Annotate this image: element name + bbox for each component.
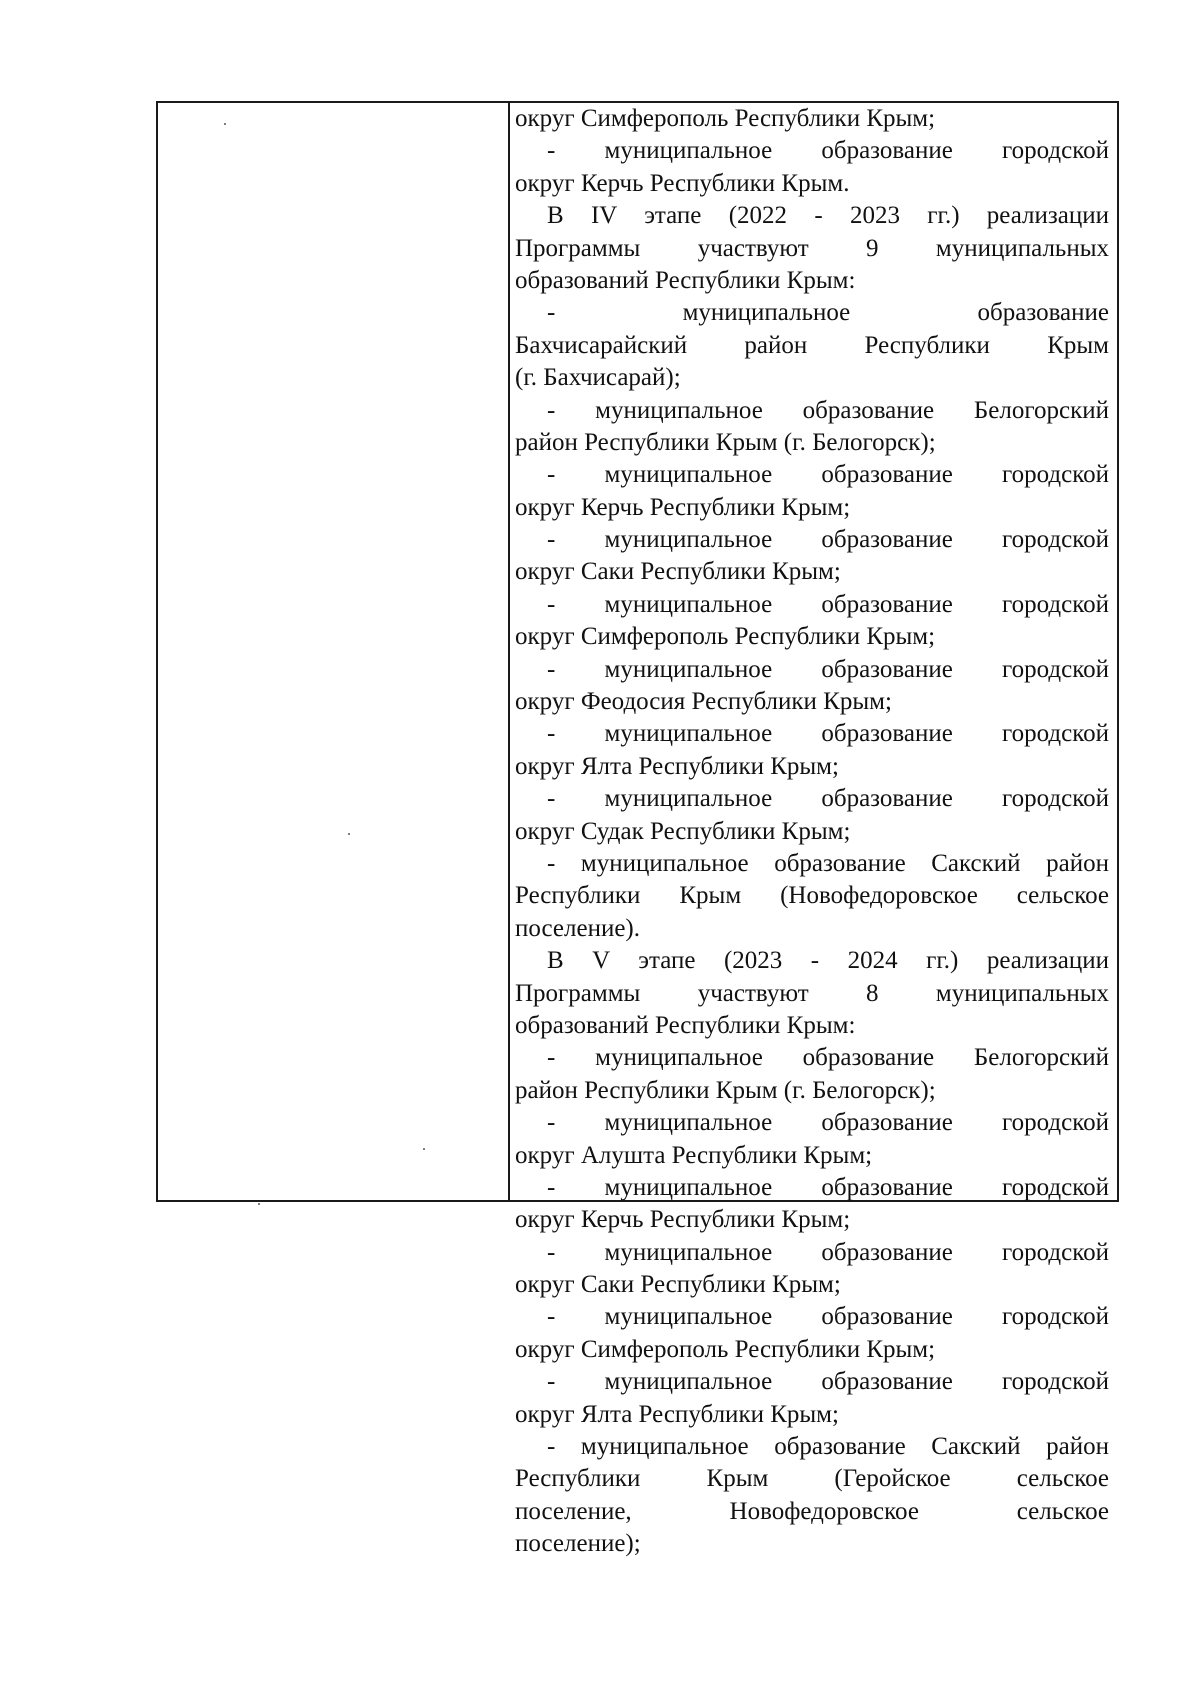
document-line: образований Республики Крым: (515, 1011, 856, 1039)
document-line: - муниципальное образование городской (547, 655, 1109, 683)
document-line: округ Саки Республики Крым; (515, 558, 841, 586)
scan-speck (423, 1148, 425, 1150)
document-line: - муниципальное образование Сакский район (547, 849, 1109, 877)
document-line: округ Керчь Республики Крым; (515, 1206, 851, 1234)
document-line: Программы участвуют 8 муниципальных (515, 979, 1109, 1007)
document-line: округ Керчь Республики Крым; (515, 493, 851, 521)
document-line: округ Алушта Республики Крым; (515, 1141, 873, 1169)
scan-speck (348, 833, 350, 835)
document-line: образований Республики Крым: (515, 266, 856, 294)
document-line: Программы участвуют 9 муниципальных (515, 234, 1109, 262)
document-line: район Республики Крым (г. Белогорск); (515, 428, 936, 456)
document-line: - муниципальное образование городской (547, 1173, 1109, 1201)
table-left-cell (158, 103, 510, 1200)
document-line: - муниципальное образование городской (547, 461, 1109, 489)
document-line: В V этапе (2023 - 2024 гг.) реализации (547, 947, 1109, 975)
document-line: округ Симферополь Республики Крым; (515, 105, 936, 132)
document-line: Бахчисарайский район Республики Крым (515, 331, 1109, 359)
table-right-cell (510, 103, 1117, 1558)
document-line: поселение); (515, 1530, 641, 1558)
document-line: округ Керчь Республики Крым. (515, 169, 850, 197)
document-line: район Республики Крым (г. Белогорск); (515, 1076, 936, 1104)
document-line: - муниципальное образование Белогорский (547, 1044, 1109, 1072)
document-table (156, 101, 1119, 1558)
document-line: - муниципальное образование городской (547, 1238, 1109, 1266)
document-line: - муниципальное образование городской (547, 785, 1109, 813)
document-line: - муниципальное образование Сакский район (547, 1433, 1109, 1461)
document-line: округ Саки Республики Крым; (515, 1271, 841, 1299)
document-line: В IV этапе (2022 - 2023 гг.) реализации (547, 202, 1109, 230)
document-line: (г. Бахчисарай); (515, 364, 681, 392)
document-line: округ Симферополь Республики Крым; (515, 623, 936, 651)
scan-speck (224, 123, 226, 125)
document-line: - муниципальное образование городской (547, 526, 1109, 554)
document-line: - муниципальное образование Белогорский (547, 396, 1109, 424)
document-line: округ Симферополь Республики Крым; (515, 1335, 936, 1363)
document-line: округ Ялта Республики Крым; (515, 752, 839, 780)
document-line: поселение). (515, 914, 640, 942)
document-line: поселение, Новофедоровское сельское (515, 1497, 1109, 1525)
document-line: Республики Крым (Новофедоровское сельское (515, 882, 1109, 910)
document-line: - муниципальное образование городской (547, 1368, 1109, 1396)
document-line: - муниципальное образование городской (547, 1303, 1109, 1331)
document-line: - муниципальное образование городской (547, 137, 1109, 165)
document-line: Республики Крым (Геройское сельское (515, 1465, 1109, 1493)
document-line: - муниципальное образование городской (547, 720, 1109, 748)
document-line: округ Судак Республики Крым; (515, 817, 851, 845)
document-line: - муниципальное образование городской (547, 590, 1109, 618)
scan-speck (258, 1203, 260, 1205)
document-line: - муниципальное образование (547, 299, 1109, 327)
document-line: округ Феодосия Республики Крым; (515, 688, 892, 716)
document-line: округ Ялта Республики Крым; (515, 1400, 839, 1428)
document-line: - муниципальное образование городской (547, 1109, 1109, 1137)
